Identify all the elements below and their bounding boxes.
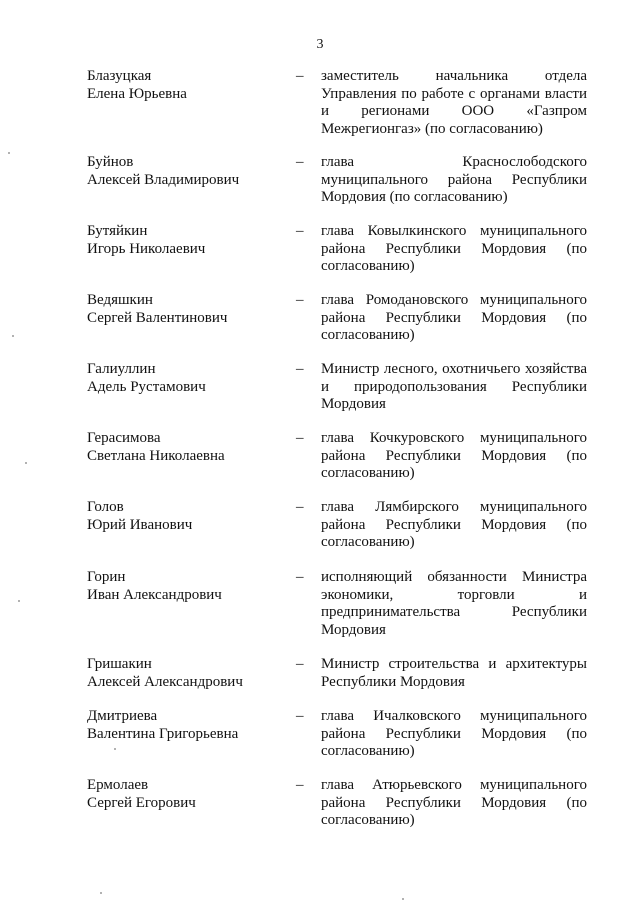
member-name (87, 68, 287, 103)
dash-separator: – (296, 68, 304, 84)
member-surname: Блазуцкая (87, 68, 152, 84)
member-surname: Голов (87, 499, 124, 515)
member-given-names: Сергей Валентинович (87, 309, 228, 326)
member-name (87, 499, 287, 534)
scan-speck (8, 152, 10, 154)
member-position: глава Атюрьевского муниципального района Республики Мордовия (по согласованию) (321, 777, 587, 828)
member-surname: Галиуллин (87, 361, 156, 377)
dash-separator: – (296, 292, 304, 308)
member-given-names: Алексей Александрович (87, 673, 243, 690)
member-position: Министр лесного, охотничьего хозяйства и природопользования Республики Мордовия (321, 361, 587, 412)
member-position: глава Ковылкинского муниципального района Республики Мордовия (по согласованию) (321, 223, 587, 274)
member-surname: Герасимова (87, 430, 161, 446)
member-surname: Ермолаев (87, 777, 149, 793)
member-name (87, 708, 287, 743)
dash-separator: – (296, 656, 304, 672)
scan-speck (402, 898, 404, 900)
dash-separator: – (296, 430, 304, 446)
member-given-names: Адель Рустамович (87, 378, 206, 395)
dash-separator: – (296, 708, 304, 724)
member-surname: Ведяшкин (87, 292, 153, 308)
scan-speck (114, 748, 116, 750)
member-name (87, 361, 287, 396)
member-name (87, 569, 287, 604)
member-given-names: Игорь Николаевич (87, 240, 206, 257)
member-given-names: Светлана Николаевна (87, 447, 225, 464)
member-surname: Горин (87, 569, 126, 585)
dash-separator: – (296, 154, 304, 170)
member-position: глава Кочкуровского муниципального района Республики Мордовия (по согласованию) (321, 430, 587, 481)
member-name (87, 223, 287, 258)
member-name (87, 656, 287, 691)
dash-separator: – (296, 777, 304, 793)
member-surname: Гришакин (87, 656, 152, 672)
scan-speck (25, 462, 27, 464)
member-position: глава Краснослободского муниципального района Республики Мордовия (по согласованию) (321, 154, 587, 205)
member-given-names: Валентина Григорьевна (87, 725, 239, 742)
member-position: глава Лямбирского муниципального района Республики Мордовия (по согласованию) (321, 499, 587, 550)
member-name (87, 154, 287, 189)
member-name (87, 430, 287, 465)
dash-separator: – (296, 569, 304, 585)
dash-separator: – (296, 223, 304, 239)
member-position: глава Ромодановского муниципального района Республики Мордовия (по согласованию) (321, 292, 587, 343)
member-given-names: Сергей Егорович (87, 794, 196, 811)
member-given-names: Юрий Иванович (87, 516, 193, 533)
member-given-names: Алексей Владимирович (87, 171, 240, 188)
dash-separator: – (296, 499, 304, 515)
member-given-names: Иван Александрович (87, 586, 222, 603)
member-position: заместитель начальника отдела Управления по работе с органами власти и регионами ООО «Газпром Межрегионгаз» (по согласованию) (321, 68, 587, 137)
dash-separator: – (296, 361, 304, 377)
member-name (87, 777, 287, 812)
member-surname: Бутяйкин (87, 223, 148, 239)
scan-speck (100, 892, 102, 894)
member-surname: Буйнов (87, 154, 134, 170)
scan-speck (12, 335, 14, 337)
member-given-names: Елена Юрьевна (87, 85, 187, 102)
member-position: Министр строительства и архитектуры Республики Мордовия (321, 656, 587, 690)
scan-speck (18, 600, 20, 602)
member-position: глава Ичалковского муниципального района Республики Мордовия (по согласованию) (321, 708, 587, 759)
page-number: 3 (316, 37, 324, 52)
member-surname: Дмитриева (87, 708, 158, 724)
member-position: исполняющий обязанности Министра экономики, торговли и предпринимательства Республики Мордовия (321, 569, 587, 638)
member-name (87, 292, 287, 327)
